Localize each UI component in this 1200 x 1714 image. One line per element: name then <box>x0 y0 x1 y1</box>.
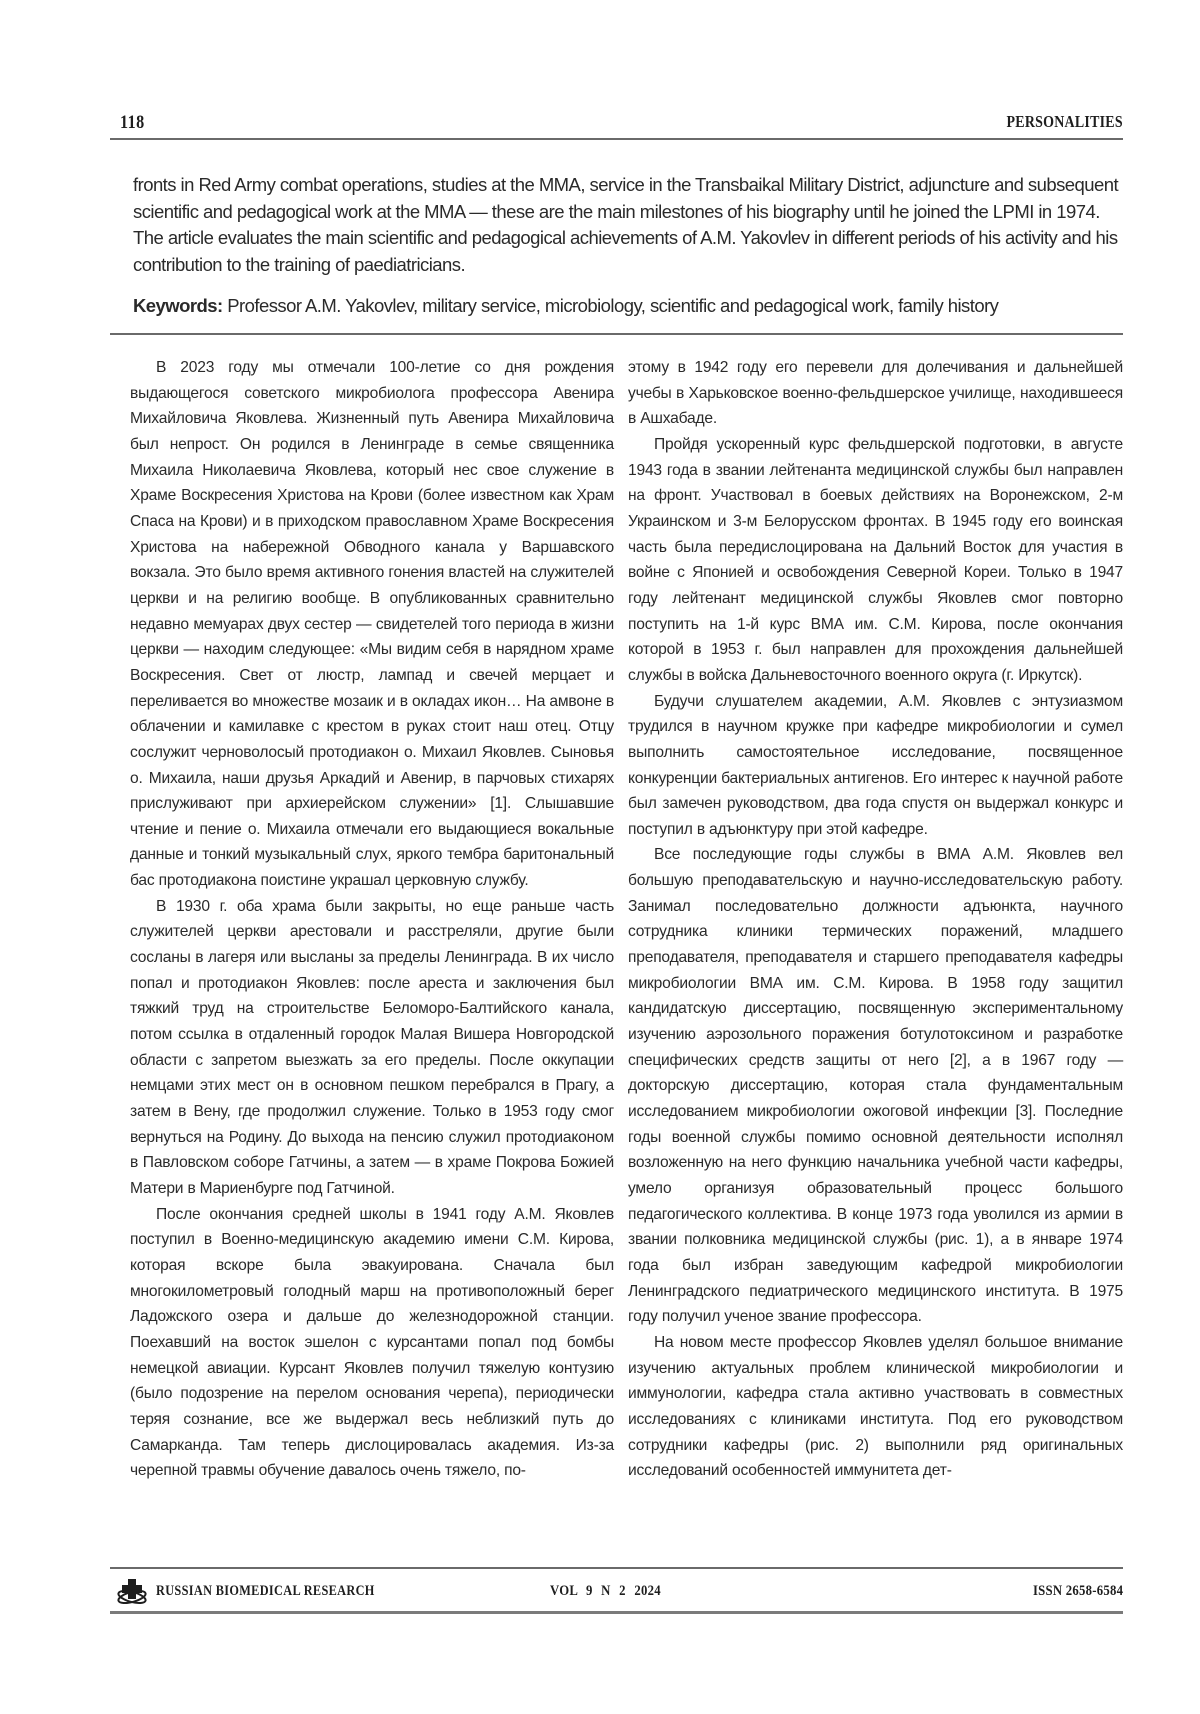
journal-name: RUSSIAN BIOMEDICAL RESEARCH <box>156 1583 375 1599</box>
abstract-text: fronts in Red Army combat operations, studies at the MMA, service in the Transbaikal Military District, adjuncture and subsequent scientific and pedagogical work at the MMA — these are the main milestones of his biography until he joined the LPMI in 1974. The article evaluates the main scientific and pedagogical achievements of A.M. Yakovlev in different periods of his activity and his contribution to the training of paediatricians. <box>133 174 1119 275</box>
paragraph: После окончания средней школы в 1941 году А.М. Яковлев поступил в Военно-медицинскую академию имени С.М. Кирова, которая вскоре была эвакуирована. Сначала был многокилометровый голодный марш на противоположный берег Ладожского озера и дальше до железнодорожной станции. Поехавший на восток эшелон с курсантами попал под бомбы немецкой авиации. Курсант Яковлев получил тяжелую контузию (было подозрение на перелом основания черепа), периодически теряя сознание, все же выдержал весь неблизкий путь до Самарканда. Там теперь дислоцировалась академия. Из-за черепной травмы обучение давалось очень тяжело, по- <box>130 1205 614 1480</box>
paragraph: Пройдя ускоренный курс фельдшерской подготовки, в августе 1943 года в звании лейтенанта медицинской службы был направлен на фронт. Участвовал в боевых действиях на Воронежском, 2-м Украинском и 3-м Белорусском фронтах. В 1945 году его воинская часть была передислоцирована на Дальний Восток для участия в войне с Японией и освобождения Северной Кореи. Только в 1947 году лейтенант медицинской службы Яковлев смог повторно поступить на 1-й курс ВМА им. С.М. Кирова, после окончания которой в 1953 г. был направлен для прохождения дальнейшей службы в войска Дальневосточного военного округа (г. Иркутск). <box>628 435 1123 684</box>
paragraph: Все последующие годы службы в ВМА А.М. Яковлев вел большую преподавательскую и научно-исследовательскую работу. Занимал последовательно должности адъюнкта, научного сотрудника клиники термических поражений, младшего преподавателя, преподавателя и старшего преподавателя кафедры микробиологии ВМА им. С.М. Кирова. В 1958 году защитил кандидатскую диссертацию, посвященную экспериментальному изучению аэрозольного поражения ботулотоксином и разработке специфических средств защиты от него [2], а в 1967 году — докторскую диссертацию, которая стала фундаментальным исследованием микробиологии ожоговой инфекции [3]. Последние годы военной службы помимо основной деятельности исполнял возложенную на него функцию начальника учебной части кафедры, умело организуя образовательный процесс большого педагогического коллектива. В конце 1973 года уволился из армии в звании полковника медицинской службы (рис. 1), а в январе 1974 года был избран заведующим кафедрой микробиологии Ленинградского педиатрического медицинского института. В 1975 году получил ученое звание профессора. <box>628 846 1123 1326</box>
footer-bottom-rule <box>110 1611 1123 1614</box>
paragraph: Будучи слушателем академии, А.М. Яковлев с энтузиазмом трудился в научном кружке при кафедре микробиологии и сумел выполнить самостоятельное исследование, посвященное конкуренции бактериальных антигенов. Его интерес к научной работе был замечен руководством, два года спустя он выдержал конкурс и поступил в адъюнктуру при этой кафедре. <box>628 692 1123 838</box>
running-header <box>110 108 1123 138</box>
body-right-column <box>628 355 1123 1484</box>
keywords-text: Professor A.M. Yakovlev, military service, microbiology, scientific and pedagogical work, family history <box>222 295 999 316</box>
issn: ISSN 2658-6584 <box>1032 1583 1123 1599</box>
paragraph: На новом месте профессор Яковлев уделял большое внимание изучению актуальных проблем клинической микробиологии и иммунологии, кафедра стала активно участвовать в совместных исследованиях с клиниками института. Под его руководством сотрудники кафедры (рис. 2) выполнили ряд оригинальных исследований особенностей иммунитета дет- <box>628 1333 1123 1480</box>
paragraph-continued: этому в 1942 году его перевели для долечивания и дальнейшей учебы в Харьковское военно-фельдшерское училище, находившееся в Ашхабаде. <box>628 359 1123 428</box>
journal-logo-icon <box>116 1578 148 1606</box>
header-rule <box>110 138 1123 140</box>
page-number: 118 <box>120 112 145 133</box>
paragraph: В 1930 г. оба храма были закрыты, но еще раньше часть служителей церкви арестовали и расстреляли, другие были сосланы в лагеря или высланы за пределы Ленинграда. В их число попал и протодиакон Яковлев: после ареста и заключения был тяжкий труд на строительстве Беломоро-Балтийского канала, потом ссылка в отдаленный городок Малая Вишера Новгородской области с запретом выезжать за его пределы. После оккупации немцами этих мест он в основном пешком перебрался в Прагу, а затем в Вену, где продолжил служение. Только в 1953 году смог вернуться на Родину. До выхода на пенсию служил протодиаконом в Павловском соборе Гатчины, а затем — в храме Покрова Божией Матери в Мариенбурге под Гатчиной. <box>130 897 614 1197</box>
abstract-rule <box>110 333 1123 335</box>
footer-top-rule <box>110 1567 1123 1569</box>
keywords <box>133 293 1123 319</box>
keywords-label: Keywords: <box>133 295 223 316</box>
volume-issue: VOL 9 N 2 2024 <box>550 1583 661 1599</box>
body-left-column <box>130 355 614 1484</box>
paragraph: В 2023 году мы отмечали 100-летие со дня рождения выдающегося советского микробиолога профессора Авенира Михайловича Яковлева. Жизненный путь Авенира Михайловича был непрост. Он родился в Ленинграде в семье священника Михаила Николаевича Яковлева, который нес свое служение в Храме Воскресения Христова на Крови (более известном как Храм Спаса на Крови) и в приходском православном Храме Воскресения Христова на набережной Обводного канала у Варшавского вокзала. Это было время активного гонения властей на служителей церкви и на религию вообще. В опубликованных сравнительно недавно мемуарах двух сестер — свидетелей того периода в жизни церкви — находим следующее: «Мы видим себя в нарядном храме Воскресения. Свет от люстр, лампад и свечей мерцает и переливается во множестве мозаик и в окладах икон… На амвоне в облачении и камилавке с крестом в руках стоит наш отец. Отцу сослужит черноволосый протодиакон о. Михаил Яковлев. Сыновья о. Михаила, наши друзья Аркадий и Авенир, в парчовых стихарях прислуживают при архиерейском служении» [1]. Слышавшие чтение и пение о. Михаила отмечали его выдающиеся вокальные данные и тонкий музыкальный слух, яркого тембра баритональный бас протодиакона поистине украшал церковную службу. <box>130 359 614 890</box>
section-title: PERSONALITIES <box>1006 112 1123 131</box>
abstract <box>133 172 1123 278</box>
running-footer <box>110 1577 1123 1607</box>
